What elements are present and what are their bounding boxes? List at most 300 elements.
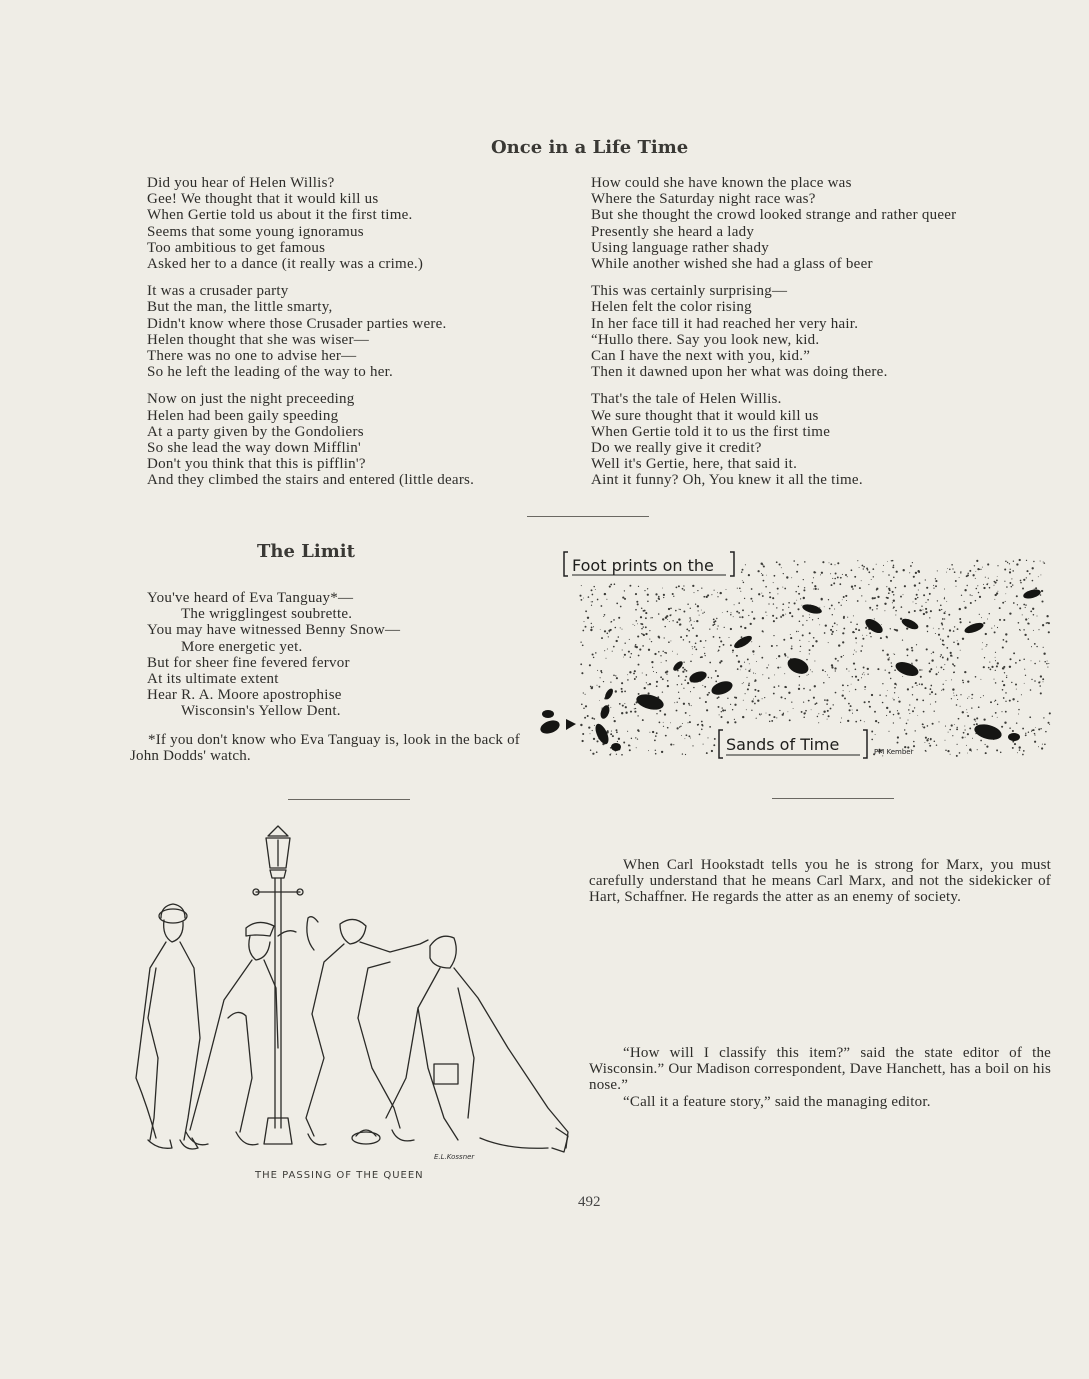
sand-dot bbox=[840, 722, 841, 723]
sand-dot bbox=[916, 685, 917, 686]
sand-dot bbox=[840, 656, 842, 658]
sand-dot bbox=[856, 651, 857, 652]
sand-dot bbox=[857, 560, 858, 561]
sand-dot bbox=[682, 753, 683, 754]
sand-dot bbox=[762, 574, 764, 576]
sand-dot bbox=[940, 654, 942, 656]
sand-dot bbox=[601, 605, 603, 607]
sand-dot bbox=[738, 602, 740, 604]
sand-dot bbox=[631, 653, 632, 654]
sand-dot bbox=[946, 647, 948, 649]
sand-dot bbox=[627, 679, 629, 681]
sand-dot bbox=[925, 611, 927, 613]
sand-dot bbox=[1029, 716, 1031, 718]
sand-dot bbox=[748, 684, 750, 686]
sand-dot bbox=[994, 625, 995, 626]
sand-dot bbox=[893, 594, 895, 596]
sand-dot bbox=[945, 611, 946, 612]
stanza bbox=[147, 175, 474, 272]
sand-dot bbox=[767, 615, 768, 616]
sand-dot bbox=[858, 629, 860, 631]
sand-dot bbox=[662, 691, 663, 692]
sand-dot bbox=[1023, 579, 1025, 581]
sand-dot bbox=[685, 754, 686, 755]
sand-dot bbox=[690, 691, 691, 692]
verse-line: Presently she heard a lady bbox=[591, 223, 755, 240]
sand-dot bbox=[688, 703, 690, 705]
sand-dot bbox=[597, 670, 598, 671]
sand-dot bbox=[606, 632, 608, 634]
sand-dot bbox=[868, 571, 870, 573]
sand-dot bbox=[986, 646, 987, 647]
sand-dot bbox=[587, 715, 589, 717]
sand-dot bbox=[616, 729, 618, 731]
sand-dot bbox=[629, 585, 631, 587]
sand-dot bbox=[793, 708, 794, 709]
sand-dot bbox=[680, 726, 681, 727]
sand-dot bbox=[843, 596, 845, 598]
verse-line: While another wished she had a glass of beer bbox=[591, 256, 873, 273]
sand-dot bbox=[714, 623, 716, 625]
sand-dot bbox=[636, 676, 638, 678]
sand-dot bbox=[867, 673, 868, 674]
sand-dot bbox=[814, 585, 816, 587]
sand-dot bbox=[895, 587, 897, 589]
sand-dot bbox=[967, 574, 969, 576]
sand-dot bbox=[985, 577, 986, 578]
sand-dot bbox=[985, 744, 986, 745]
sand-dot bbox=[904, 729, 905, 730]
verse-line: Aint it funny? Oh, You knew it all the time. bbox=[591, 472, 863, 489]
sand-dot bbox=[960, 621, 962, 623]
sand-dot bbox=[615, 675, 616, 676]
sand-dot bbox=[724, 627, 725, 628]
sand-dot bbox=[893, 606, 895, 608]
sand-dot bbox=[651, 661, 653, 663]
sand-dot bbox=[997, 717, 998, 718]
sand-dot bbox=[960, 572, 961, 573]
sand-dot bbox=[916, 699, 918, 701]
sand-dot bbox=[808, 700, 810, 702]
sand-dot bbox=[907, 655, 909, 657]
sand-dot bbox=[980, 697, 981, 698]
sand-dot bbox=[809, 649, 811, 651]
sand-dot bbox=[593, 626, 594, 627]
sand-dot bbox=[711, 594, 712, 595]
sand-dot bbox=[967, 680, 969, 682]
sand-dot bbox=[943, 612, 945, 614]
sand-dot bbox=[941, 609, 942, 610]
sand-dot bbox=[769, 596, 771, 598]
sand-dot bbox=[842, 684, 844, 686]
sand-dot bbox=[696, 635, 698, 637]
sand-dot bbox=[932, 723, 934, 725]
sand-dot bbox=[1012, 698, 1014, 700]
sand-dot bbox=[964, 607, 966, 609]
sand-dot bbox=[592, 594, 594, 596]
sand-dot bbox=[997, 576, 998, 577]
sand-dot bbox=[622, 597, 624, 599]
sand-dot bbox=[1040, 692, 1042, 694]
sand-dot bbox=[919, 609, 921, 611]
sand-dot bbox=[604, 593, 606, 595]
sand-dot bbox=[935, 633, 936, 634]
sand-dot bbox=[935, 693, 937, 695]
sand-dot bbox=[830, 708, 832, 710]
sand-dot bbox=[923, 711, 925, 713]
sand-dot bbox=[812, 671, 813, 672]
sand-dot bbox=[684, 679, 686, 681]
sand-dot bbox=[868, 701, 870, 703]
sand-dot bbox=[975, 721, 976, 722]
sand-dot bbox=[978, 592, 980, 594]
sand-dot bbox=[945, 750, 947, 752]
sand-dot bbox=[636, 620, 637, 621]
sand-dot bbox=[959, 608, 961, 610]
sand-dot bbox=[997, 627, 998, 628]
sand-dot bbox=[637, 635, 639, 637]
sand-dot bbox=[915, 603, 916, 604]
verse-line: Do we really give it credit? bbox=[591, 440, 762, 457]
sand-dot bbox=[741, 616, 743, 618]
sand-dot bbox=[961, 595, 962, 596]
sand-dot bbox=[782, 609, 784, 611]
sand-dot bbox=[1005, 641, 1007, 643]
sand-dot bbox=[1047, 667, 1048, 668]
limit-poem bbox=[147, 590, 400, 720]
sand-dot bbox=[1035, 587, 1037, 589]
sand-dot bbox=[971, 707, 972, 708]
footprints-drawing bbox=[530, 544, 1055, 766]
sand-dot bbox=[686, 635, 688, 637]
sand-dot bbox=[922, 726, 923, 727]
sand-dot bbox=[883, 565, 884, 566]
sand-dot bbox=[677, 684, 678, 685]
sand-dot bbox=[834, 578, 836, 580]
sand-dot bbox=[826, 703, 828, 705]
sand-dot bbox=[674, 702, 675, 703]
stanza bbox=[147, 283, 474, 380]
sand-dot bbox=[1018, 709, 1019, 710]
sand-dot bbox=[1034, 733, 1035, 734]
sand-dot bbox=[1035, 727, 1036, 728]
sand-dot bbox=[948, 614, 950, 616]
sand-dot bbox=[1005, 692, 1007, 694]
sand-dot bbox=[1005, 633, 1007, 635]
sand-dot bbox=[766, 667, 768, 669]
sand-dot bbox=[845, 595, 847, 597]
sand-dot bbox=[679, 609, 680, 610]
sand-dot bbox=[919, 683, 920, 684]
sand-dot bbox=[888, 574, 890, 576]
sand-dot bbox=[673, 744, 674, 745]
sand-dot bbox=[929, 617, 930, 618]
sand-dot bbox=[593, 586, 594, 587]
sand-dot bbox=[630, 711, 632, 713]
sand-dot bbox=[1001, 711, 1002, 712]
sand-dot bbox=[780, 667, 781, 668]
sand-dot bbox=[946, 680, 947, 681]
sand-dot bbox=[799, 640, 800, 641]
sand-dot bbox=[933, 585, 934, 586]
sand-dot bbox=[960, 706, 961, 707]
sand-dot bbox=[610, 622, 611, 623]
sand-dot bbox=[888, 731, 889, 732]
section-divider bbox=[772, 798, 894, 799]
sand-dot bbox=[813, 637, 815, 639]
sand-dot bbox=[996, 665, 998, 667]
sand-dot bbox=[667, 619, 668, 620]
sand-dot bbox=[1038, 576, 1039, 577]
sand-dot bbox=[809, 653, 810, 654]
sand-dot bbox=[964, 601, 965, 602]
sand-dot bbox=[909, 704, 910, 705]
sand-dot bbox=[661, 662, 662, 663]
sand-dot bbox=[682, 723, 683, 724]
sand-dot bbox=[1004, 568, 1006, 570]
sand-dot bbox=[1040, 561, 1041, 562]
sand-dot bbox=[851, 569, 853, 571]
verse-line: More energetic yet. bbox=[181, 638, 303, 655]
sand-dot bbox=[796, 631, 797, 632]
verse-line: When Gertie told it to us the first time bbox=[591, 423, 831, 440]
sand-dot bbox=[762, 674, 763, 675]
sand-dot bbox=[1014, 743, 1016, 745]
sand-dot bbox=[936, 667, 937, 668]
sand-dot bbox=[759, 713, 761, 715]
sand-dot bbox=[721, 711, 722, 712]
sand-dot bbox=[757, 570, 759, 572]
sand-dot bbox=[739, 616, 741, 618]
sand-dot bbox=[987, 563, 989, 565]
sand-dot bbox=[1005, 561, 1007, 563]
sand-dot bbox=[801, 605, 802, 606]
sand-dot bbox=[583, 598, 584, 599]
sand-dot bbox=[956, 727, 957, 728]
sand-dot bbox=[959, 577, 960, 578]
sand-dot bbox=[1031, 679, 1032, 680]
sand-dot bbox=[971, 595, 972, 596]
sand-dot bbox=[580, 663, 582, 665]
sand-dot bbox=[859, 567, 860, 568]
sand-dot bbox=[994, 581, 996, 583]
sand-dot bbox=[688, 630, 690, 632]
sand-dot bbox=[985, 752, 987, 754]
sand-dot bbox=[750, 598, 752, 600]
sand-dot bbox=[1017, 604, 1018, 605]
sand-dot bbox=[649, 732, 650, 733]
sand-dot bbox=[901, 606, 903, 608]
sand-dot bbox=[950, 754, 951, 755]
sand-dot bbox=[798, 631, 799, 632]
sand-dot bbox=[967, 573, 968, 574]
sand-dot bbox=[969, 570, 971, 572]
sand-dot bbox=[994, 631, 996, 633]
sand-dot bbox=[1007, 562, 1008, 563]
sand-dot bbox=[676, 587, 678, 589]
sand-dot bbox=[701, 721, 703, 723]
sand-dot bbox=[773, 635, 774, 636]
sand-dot bbox=[929, 745, 931, 747]
sand-dot bbox=[825, 624, 827, 626]
sand-dot bbox=[677, 654, 678, 655]
sand-dot bbox=[900, 618, 902, 620]
sand-dot bbox=[845, 574, 847, 576]
sand-dot bbox=[1028, 618, 1029, 619]
sand-dot bbox=[867, 668, 869, 670]
sand-dot bbox=[923, 726, 925, 728]
sand-dot bbox=[750, 623, 752, 625]
sand-dot bbox=[690, 608, 691, 609]
sand-dot bbox=[872, 597, 874, 599]
sand-dot bbox=[791, 645, 792, 646]
sand-dot bbox=[944, 597, 945, 598]
sand-dot bbox=[720, 716, 722, 718]
sand-dot bbox=[580, 642, 581, 643]
sand-dot bbox=[592, 717, 594, 719]
sand-dot bbox=[1032, 608, 1034, 610]
sand-dot bbox=[982, 642, 983, 643]
sand-dot bbox=[1009, 571, 1011, 573]
sand-dot bbox=[913, 745, 915, 747]
sand-dot bbox=[1043, 647, 1044, 648]
sand-dot bbox=[583, 692, 584, 693]
sand-dot bbox=[986, 746, 988, 748]
sand-dot bbox=[803, 717, 805, 719]
sand-dot bbox=[581, 740, 583, 742]
verse-line: Now on just the night preceeding bbox=[147, 391, 355, 408]
sand-dot bbox=[690, 738, 691, 739]
sand-dot bbox=[950, 655, 952, 657]
sand-dot bbox=[771, 720, 773, 722]
sand-dot bbox=[893, 600, 895, 602]
sand-dot bbox=[855, 628, 857, 630]
sand-dot bbox=[769, 592, 771, 594]
sand-dot bbox=[963, 732, 965, 734]
sand-dot bbox=[882, 571, 883, 572]
sand-dot bbox=[647, 594, 649, 596]
sand-dot bbox=[718, 706, 720, 708]
sand-dot bbox=[952, 735, 953, 736]
sand-dot bbox=[614, 720, 616, 722]
sand-dot bbox=[665, 660, 666, 661]
sand-dot bbox=[763, 566, 765, 568]
verse-line: Helen thought that she was wiser— bbox=[147, 331, 369, 348]
sand-dot bbox=[780, 696, 782, 698]
sand-dot bbox=[956, 744, 957, 745]
verse-line: Helen had been gaily speeding bbox=[147, 407, 339, 424]
sand-dot bbox=[898, 700, 900, 702]
sand-dot bbox=[983, 695, 984, 696]
sand-dot bbox=[1022, 728, 1024, 730]
sand-dot bbox=[1048, 722, 1050, 724]
sand-dot bbox=[832, 631, 834, 633]
sand-dot bbox=[951, 564, 953, 566]
sand-dot bbox=[983, 666, 985, 668]
sand-dot bbox=[1025, 733, 1026, 734]
sand-dot bbox=[1021, 694, 1022, 695]
sand-dot bbox=[1043, 561, 1044, 562]
sand-dot bbox=[583, 621, 584, 622]
sand-dot bbox=[967, 585, 968, 586]
sand-dot bbox=[713, 744, 715, 746]
sand-dot bbox=[672, 620, 673, 621]
sand-dot bbox=[713, 621, 715, 623]
sand-dot bbox=[610, 681, 611, 682]
sand-dot bbox=[606, 658, 607, 659]
sand-dot bbox=[683, 589, 685, 591]
sand-dot bbox=[596, 751, 598, 753]
sand-dot bbox=[941, 690, 942, 691]
sand-dot bbox=[664, 713, 666, 715]
sand-dot bbox=[949, 569, 951, 571]
sand-dot bbox=[810, 669, 811, 670]
sand-dot bbox=[890, 628, 891, 629]
sand-dot bbox=[895, 614, 896, 615]
sand-dot bbox=[888, 592, 890, 594]
sand-dot bbox=[708, 692, 710, 694]
cartoon-caption: THE PASSING OF THE QUEEN bbox=[255, 1170, 424, 1181]
sand-dot bbox=[819, 607, 820, 608]
sand-dot bbox=[841, 717, 842, 718]
sand-dot bbox=[647, 601, 649, 603]
sand-dot bbox=[853, 615, 854, 616]
sand-dot bbox=[915, 682, 917, 684]
sand-dot bbox=[837, 660, 838, 661]
sand-dot bbox=[652, 667, 653, 668]
sand-dot bbox=[1033, 614, 1035, 616]
sand-dot bbox=[996, 580, 998, 582]
sand-dot bbox=[668, 641, 670, 643]
sand-dot bbox=[982, 567, 983, 568]
sand-dot bbox=[594, 725, 595, 726]
sand-dot bbox=[862, 635, 863, 636]
sand-dot bbox=[808, 674, 809, 675]
sand-dot bbox=[773, 603, 774, 604]
sand-dot bbox=[756, 661, 757, 662]
sand-dot bbox=[1039, 685, 1041, 687]
sand-dot bbox=[887, 654, 889, 656]
sand-dot bbox=[932, 651, 934, 653]
sand-dot bbox=[630, 657, 631, 658]
sand-dot bbox=[670, 640, 671, 641]
sand-dot bbox=[799, 684, 800, 685]
sand-dot bbox=[718, 696, 720, 698]
sand-dot bbox=[595, 652, 597, 654]
sand-dot bbox=[894, 687, 896, 689]
sand-dot bbox=[701, 587, 702, 588]
sand-dot bbox=[648, 750, 649, 751]
sand-dot bbox=[812, 645, 814, 647]
sand-dot bbox=[923, 594, 925, 596]
sand-dot bbox=[662, 588, 663, 589]
sand-dot bbox=[761, 573, 762, 574]
sand-dot bbox=[894, 654, 895, 655]
sand-dot bbox=[822, 561, 824, 563]
sand-dot bbox=[631, 738, 632, 739]
sand-dot bbox=[624, 642, 625, 643]
sand-dot bbox=[1016, 595, 1018, 597]
sand-dot bbox=[887, 690, 888, 691]
paragraph-text: “How will I classify this item?” said the state editor of the Wisconsin.” Our Madison correspondent, Dave Hanchett, has a boil on his nose.” bbox=[589, 1045, 1051, 1094]
sand-dot bbox=[652, 731, 654, 733]
sand-dot bbox=[974, 565, 975, 566]
sand-dot bbox=[888, 588, 890, 590]
sand-dot bbox=[623, 657, 624, 658]
sand-dot bbox=[827, 675, 828, 676]
sand-dot bbox=[943, 644, 945, 646]
sand-dot bbox=[855, 676, 857, 678]
